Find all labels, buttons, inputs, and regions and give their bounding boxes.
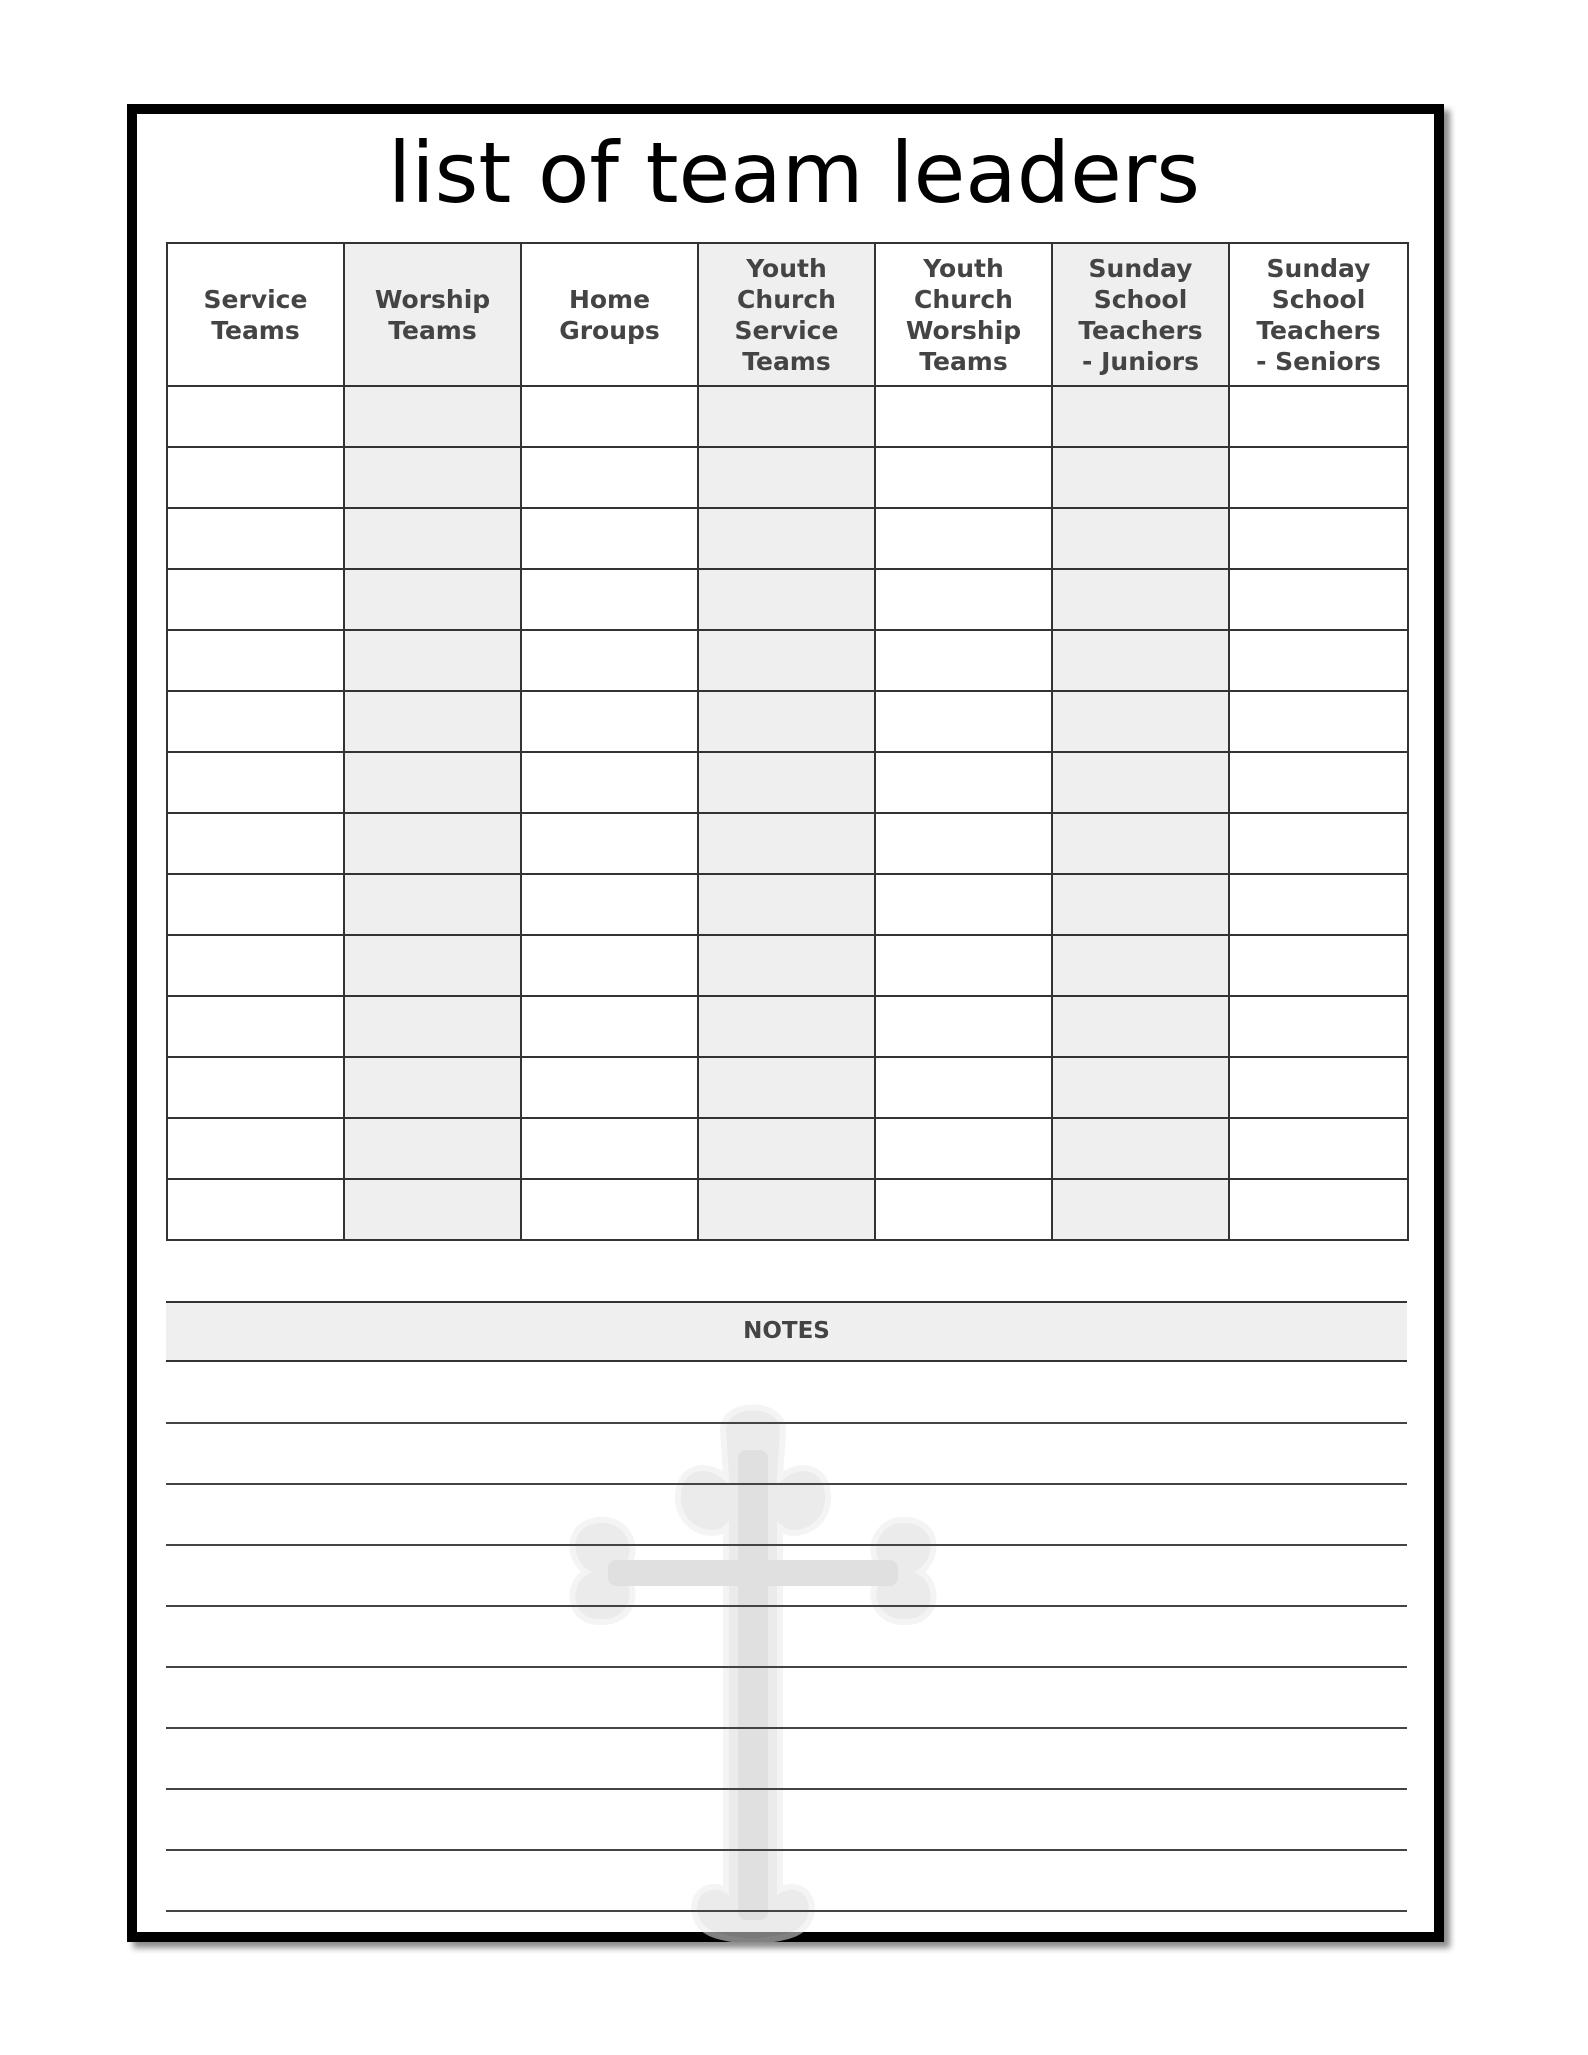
table-cell[interactable] (521, 752, 698, 813)
table-cell[interactable] (1052, 691, 1229, 752)
table-cell[interactable] (167, 874, 344, 935)
table-cell[interactable] (698, 1118, 875, 1179)
table-cell[interactable] (521, 508, 698, 569)
note-line[interactable] (166, 1605, 1407, 1607)
table-row (167, 935, 1408, 996)
table-cell[interactable] (698, 996, 875, 1057)
table-cell[interactable] (167, 935, 344, 996)
column-header-service-teams: Service Teams (167, 243, 344, 386)
table-cell[interactable] (521, 1179, 698, 1240)
table-cell[interactable] (344, 1118, 521, 1179)
table-cell[interactable] (1052, 1057, 1229, 1118)
table-cell[interactable] (167, 569, 344, 630)
table-cell[interactable] (875, 752, 1052, 813)
table-cell[interactable] (344, 630, 521, 691)
table-cell[interactable] (167, 1179, 344, 1240)
note-line[interactable] (166, 1849, 1407, 1851)
table-row (167, 1118, 1408, 1179)
table-cell[interactable] (1229, 691, 1408, 752)
notes-header: NOTES (166, 1301, 1407, 1362)
note-line[interactable] (166, 1544, 1407, 1546)
table-cell[interactable] (521, 996, 698, 1057)
table-cell[interactable] (1052, 1118, 1229, 1179)
table-cell[interactable] (1052, 630, 1229, 691)
table-cell[interactable] (1229, 1179, 1408, 1240)
table-cell[interactable] (1052, 813, 1229, 874)
table-cell[interactable] (167, 1057, 344, 1118)
table-cell[interactable] (1229, 630, 1408, 691)
table-cell[interactable] (875, 447, 1052, 508)
table-cell[interactable] (167, 996, 344, 1057)
note-line[interactable] (166, 1422, 1407, 1424)
table-row (167, 630, 1408, 691)
table-cell[interactable] (875, 569, 1052, 630)
table-row (167, 874, 1408, 935)
table-cell[interactable] (344, 386, 521, 447)
column-header-worship-teams: Worship Teams (344, 243, 521, 386)
table-cell[interactable] (521, 813, 698, 874)
table-cell[interactable] (698, 813, 875, 874)
table-cell[interactable] (167, 752, 344, 813)
column-header-sunday-school-seniors: Sunday School Teachers - Seniors (1229, 243, 1408, 386)
table-cell[interactable] (875, 630, 1052, 691)
table-cell[interactable] (875, 1179, 1052, 1240)
table-cell[interactable] (521, 874, 698, 935)
table-cell[interactable] (698, 935, 875, 996)
table-cell[interactable] (344, 996, 521, 1057)
table-cell[interactable] (1052, 1179, 1229, 1240)
table-cell[interactable] (1229, 1057, 1408, 1118)
table-cell[interactable] (698, 569, 875, 630)
table-cell[interactable] (875, 813, 1052, 874)
column-header-sunday-school-juniors: Sunday School Teachers - Juniors (1052, 243, 1229, 386)
table-header-row (167, 243, 1408, 386)
table-row (167, 996, 1408, 1057)
table-cell[interactable] (698, 752, 875, 813)
table-cell[interactable] (698, 447, 875, 508)
table-row (167, 1179, 1408, 1240)
table-cell[interactable] (698, 386, 875, 447)
table-cell[interactable] (875, 996, 1052, 1057)
table-cell[interactable] (521, 630, 698, 691)
table-cell[interactable] (1052, 508, 1229, 569)
table-body (167, 386, 1408, 1240)
table-cell[interactable] (1052, 935, 1229, 996)
table-cell[interactable] (521, 386, 698, 447)
table-cell[interactable] (1229, 874, 1408, 935)
table-row (167, 447, 1408, 508)
table-cell[interactable] (344, 752, 521, 813)
table-cell[interactable] (1052, 752, 1229, 813)
table-row (167, 1057, 1408, 1118)
note-line[interactable] (166, 1788, 1407, 1790)
table-row (167, 569, 1408, 630)
table-cell[interactable] (1229, 752, 1408, 813)
table-cell[interactable] (698, 508, 875, 569)
table-row (167, 691, 1408, 752)
table-cell[interactable] (521, 447, 698, 508)
table-cell[interactable] (1229, 569, 1408, 630)
table-row (167, 386, 1408, 447)
table-cell[interactable] (521, 691, 698, 752)
table-cell[interactable] (344, 813, 521, 874)
table-cell[interactable] (167, 386, 344, 447)
table-cell[interactable] (1229, 1118, 1408, 1179)
table-cell[interactable] (1052, 386, 1229, 447)
table-cell[interactable] (344, 691, 521, 752)
table-cell[interactable] (521, 935, 698, 996)
table-cell[interactable] (875, 508, 1052, 569)
table-cell[interactable] (1052, 874, 1229, 935)
table-cell[interactable] (167, 630, 344, 691)
table-cell[interactable] (1229, 813, 1408, 874)
table-cell[interactable] (1229, 386, 1408, 447)
table-cell[interactable] (344, 874, 521, 935)
team-leaders-table (166, 242, 1409, 1241)
table-cell[interactable] (875, 691, 1052, 752)
column-header-youth-church-service-teams: Youth Church Service Teams (698, 243, 875, 386)
table-cell[interactable] (875, 386, 1052, 447)
table-cell[interactable] (344, 1179, 521, 1240)
table-cell[interactable] (521, 1118, 698, 1179)
table-cell[interactable] (698, 630, 875, 691)
table-row (167, 508, 1408, 569)
table-cell[interactable] (698, 1179, 875, 1240)
table-cell[interactable] (698, 1057, 875, 1118)
table-cell[interactable] (1052, 996, 1229, 1057)
table-cell[interactable] (167, 691, 344, 752)
column-header-home-groups: Home Groups (521, 243, 698, 386)
table-cell[interactable] (167, 447, 344, 508)
table-cell[interactable] (698, 874, 875, 935)
table-cell[interactable] (167, 813, 344, 874)
table-cell[interactable] (344, 447, 521, 508)
table-row (167, 813, 1408, 874)
note-line[interactable] (166, 1727, 1407, 1729)
table-cell[interactable] (875, 1118, 1052, 1179)
table-row (167, 752, 1408, 813)
table-cell[interactable] (1229, 935, 1408, 996)
table-cell[interactable] (167, 508, 344, 569)
table-cell[interactable] (1229, 508, 1408, 569)
table-cell[interactable] (1052, 569, 1229, 630)
table-cell[interactable] (875, 874, 1052, 935)
table-cell[interactable] (344, 1057, 521, 1118)
table-cell[interactable] (344, 569, 521, 630)
table-cell[interactable] (521, 1057, 698, 1118)
table-cell[interactable] (1229, 996, 1408, 1057)
table-cell[interactable] (875, 1057, 1052, 1118)
column-header-youth-church-worship-teams: Youth Church Worship Teams (875, 243, 1052, 386)
table-cell[interactable] (344, 935, 521, 996)
table-cell[interactable] (1229, 447, 1408, 508)
table-cell[interactable] (698, 691, 875, 752)
note-line[interactable] (166, 1483, 1407, 1485)
table-cell[interactable] (875, 935, 1052, 996)
note-line[interactable] (166, 1666, 1407, 1668)
table-cell[interactable] (167, 1118, 344, 1179)
note-line[interactable] (166, 1910, 1407, 1912)
table-cell[interactable] (344, 508, 521, 569)
page-title: list of team leaders (387, 124, 1201, 222)
table-cell[interactable] (1052, 447, 1229, 508)
table-cell[interactable] (521, 569, 698, 630)
